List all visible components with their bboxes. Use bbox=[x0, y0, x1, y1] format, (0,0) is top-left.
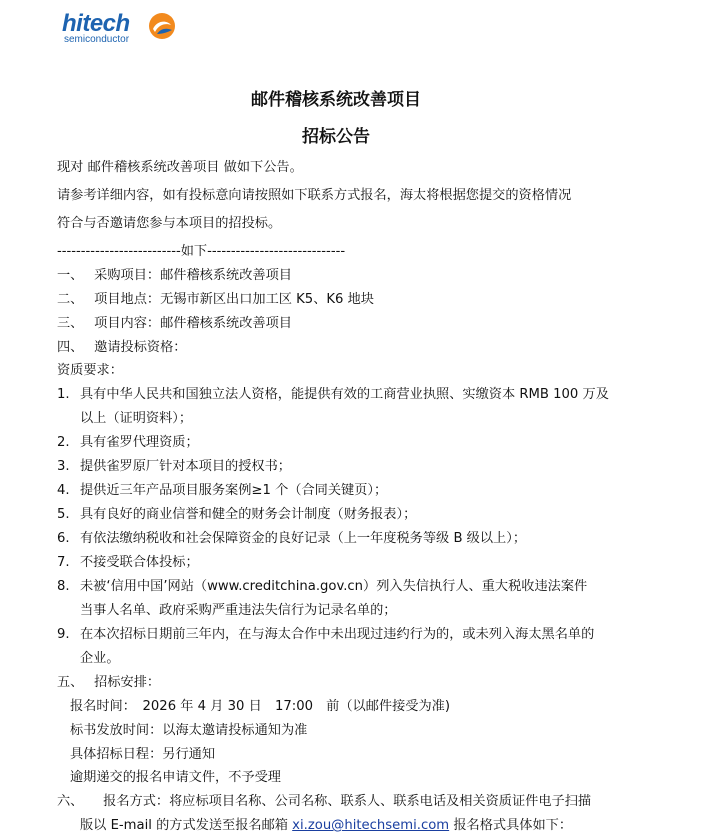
intro-line-2: 请参考详细内容，如有投标意向请按照如下联系方式报名，海太将根据您提交的资格情况 bbox=[57, 188, 572, 203]
intro-line-1: 现对 邮件稽核系统改善项目 做如下公告。 bbox=[57, 160, 303, 175]
list-item-text: 不接受联合体投标； bbox=[80, 555, 199, 570]
registration-method-cont bbox=[80, 817, 572, 835]
list-item-text: 提供雀罗原厂针对本项目的授权书； bbox=[80, 459, 291, 474]
list-number: 1. bbox=[57, 387, 70, 402]
list-number: 6. bbox=[57, 531, 70, 546]
list-number: 2. bbox=[57, 435, 70, 450]
registration-text: 报名格式具体如下： bbox=[449, 818, 573, 833]
registration-email-link[interactable]: xi.zou@hitechsemi.com bbox=[292, 818, 450, 833]
list-number: 7. bbox=[57, 555, 70, 570]
qualification-heading: 资质要求： bbox=[57, 363, 123, 378]
list-number: 8. bbox=[57, 579, 70, 594]
item-project-content: 三、 项目内容：邮件稽核系统改善项目 bbox=[57, 316, 292, 331]
list-item-text: 具有雀罗代理资质； bbox=[80, 435, 199, 450]
bid-schedule: 具体招标日程：另行通知 bbox=[70, 747, 216, 762]
registration-text: 版以 E-mail 的方式发送至报名邮箱 bbox=[80, 818, 293, 833]
logo-swirl-icon bbox=[148, 12, 176, 40]
list-item-text: 提供近三年产品项目服务案例≥1 个（合同关键页）； bbox=[80, 483, 388, 498]
list-item-text: 具有中华人民共和国独立法人资格，能提供有效的工商营业执照、实缴资本 RMB 100 万及 bbox=[80, 387, 609, 402]
schedule-heading: 五、 招标安排： bbox=[57, 675, 161, 690]
document-title: 邮件稽核系统改善项目 bbox=[251, 90, 421, 110]
list-item-text: 企业。 bbox=[80, 651, 120, 666]
item-purchase-project: 一、 采购项目：邮件稽核系统改善项目 bbox=[57, 268, 292, 283]
list-item-text: 在本次招标日期前三年内，在与海太合作中未出现过违约行为的，或未列入海太黑名单的 bbox=[80, 627, 595, 642]
list-number: 5. bbox=[57, 507, 70, 522]
company-logo bbox=[62, 12, 177, 46]
registration-time: 报名时间： 2026 年 4 月 30 日 17:00 前（以邮件接受为准) bbox=[70, 699, 450, 714]
list-item-text: 以上（证明资料）； bbox=[80, 411, 193, 426]
item-project-location: 二、 项目地点：无锡市新区出口加工区 K5、K6 地块 bbox=[57, 292, 374, 307]
logo-wordmark: hitech bbox=[62, 10, 130, 37]
registration-method: 六、 报名方式：将应标项目名称、公司名称、联系人、联系电话及相关资质证件电子扫描 bbox=[57, 794, 592, 809]
list-item-text: 未被‘信用中国’网站（www.creditchina.gov.cn）列入失信执行人、重大税收违法案件 bbox=[80, 579, 588, 594]
section-divider: --------------------------如下----------------------------- bbox=[57, 244, 346, 259]
document-subtitle: 招标公告 bbox=[302, 127, 370, 147]
list-item-text: 有依法缴纳税收和社会保障资金的良好记录（上一年度税务等级 B 级以上）； bbox=[80, 531, 527, 546]
list-number: 4. bbox=[57, 483, 70, 498]
logo-subtitle: semiconductor bbox=[64, 34, 130, 45]
late-submission-note: 逾期递交的报名申请文件，不予受理 bbox=[70, 770, 281, 785]
list-item-text: 当事人名单、政府采购严重违法失信行为记录名单的； bbox=[80, 603, 397, 618]
list-number: 9. bbox=[57, 627, 70, 642]
intro-line-3: 符合与否邀请您参与本项目的招投标。 bbox=[57, 216, 282, 231]
list-item-text: 具有良好的商业信誉和健全的财务会计制度（财务报表）； bbox=[80, 507, 417, 522]
list-number: 3. bbox=[57, 459, 70, 474]
item-bid-qualification: 四、 邀请投标资格： bbox=[57, 340, 187, 355]
document-release-time: 标书发放时间：以海太邀请投标通知为准 bbox=[70, 723, 308, 738]
